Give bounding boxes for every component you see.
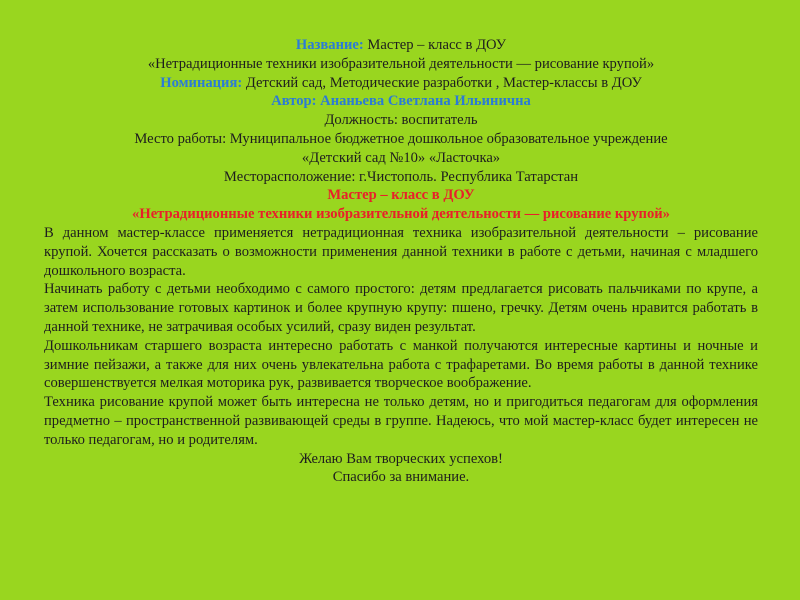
- paragraph-1: В данном мастер-классе применяется нетрадиционная техника изобразительной деятельности – рисование крупой. Хочется рассказать о возможности применения данной техники в работе с детьми, начиная с младшего дошкольного возраста.: [44, 224, 758, 279]
- closing-wish: Желаю Вам творческих успехов!: [299, 450, 503, 467]
- location: Месторасположение: г.Чистополь. Республика Татарстан: [223, 168, 579, 185]
- paragraph-3: Дошкольникам старшего возраста интересно работать с манкой получаются интересные картины и ночные и зимние пейзажи, а также для них очень увлекательна работа с трафаретами. Во время работы в данной технике совершенствуется мелкая моторика рук, развивается творческое воображение.: [44, 337, 758, 392]
- position: Должность: воспитатель: [324, 112, 478, 129]
- title-line: [44, 36, 758, 55]
- subtitle: «Нетрадиционные техники изобразительной деятельности — рисование крупой»: [147, 55, 655, 72]
- closing-thanks: Спасибо за внимание.: [332, 469, 470, 486]
- workplace-line-2: «Детский сад №10» «Ласточка»: [301, 149, 501, 166]
- section-heading-sub: «Нетрадиционные техники изобразительной деятельности — рисование крупой»: [132, 206, 670, 223]
- workplace-line-1: Место работы: Муниципальное бюджетное дошкольное образовательное учреждение: [134, 130, 668, 147]
- section-heading: Мастер – класс в ДОУ: [327, 187, 475, 204]
- nomination-value: Детский сад, Методические разработки , Мастер-классы в ДОУ: [242, 74, 642, 91]
- title-label: Название:: [295, 37, 364, 53]
- title-value: Мастер – класс в ДОУ: [363, 37, 507, 53]
- author: Автор: Ананьева Светлана Ильинична: [271, 93, 531, 110]
- nomination-label: Номинация:: [160, 74, 243, 91]
- slide-content: [44, 36, 758, 487]
- paragraph-4: Техника рисование крупой может быть интересна не только детям, но и пригодиться педагогам для оформления предметно – пространственной развивающей среды в группе. Надеюсь, что мой мастер-класс будет интересен не только педагогам, но и родителям.: [44, 394, 758, 448]
- paragraph-2: Начинать работу с детьми необходимо с самого простого: детям предлагается рисовать пальчиками по крупе, а затем использование готовых картинок и более крупную крупу: пшено, гречку. Детям очень нравится работать в данной технике, не затрачивая особых усилий, сразу виден результат.: [44, 281, 758, 335]
- nomination-line: [44, 74, 758, 93]
